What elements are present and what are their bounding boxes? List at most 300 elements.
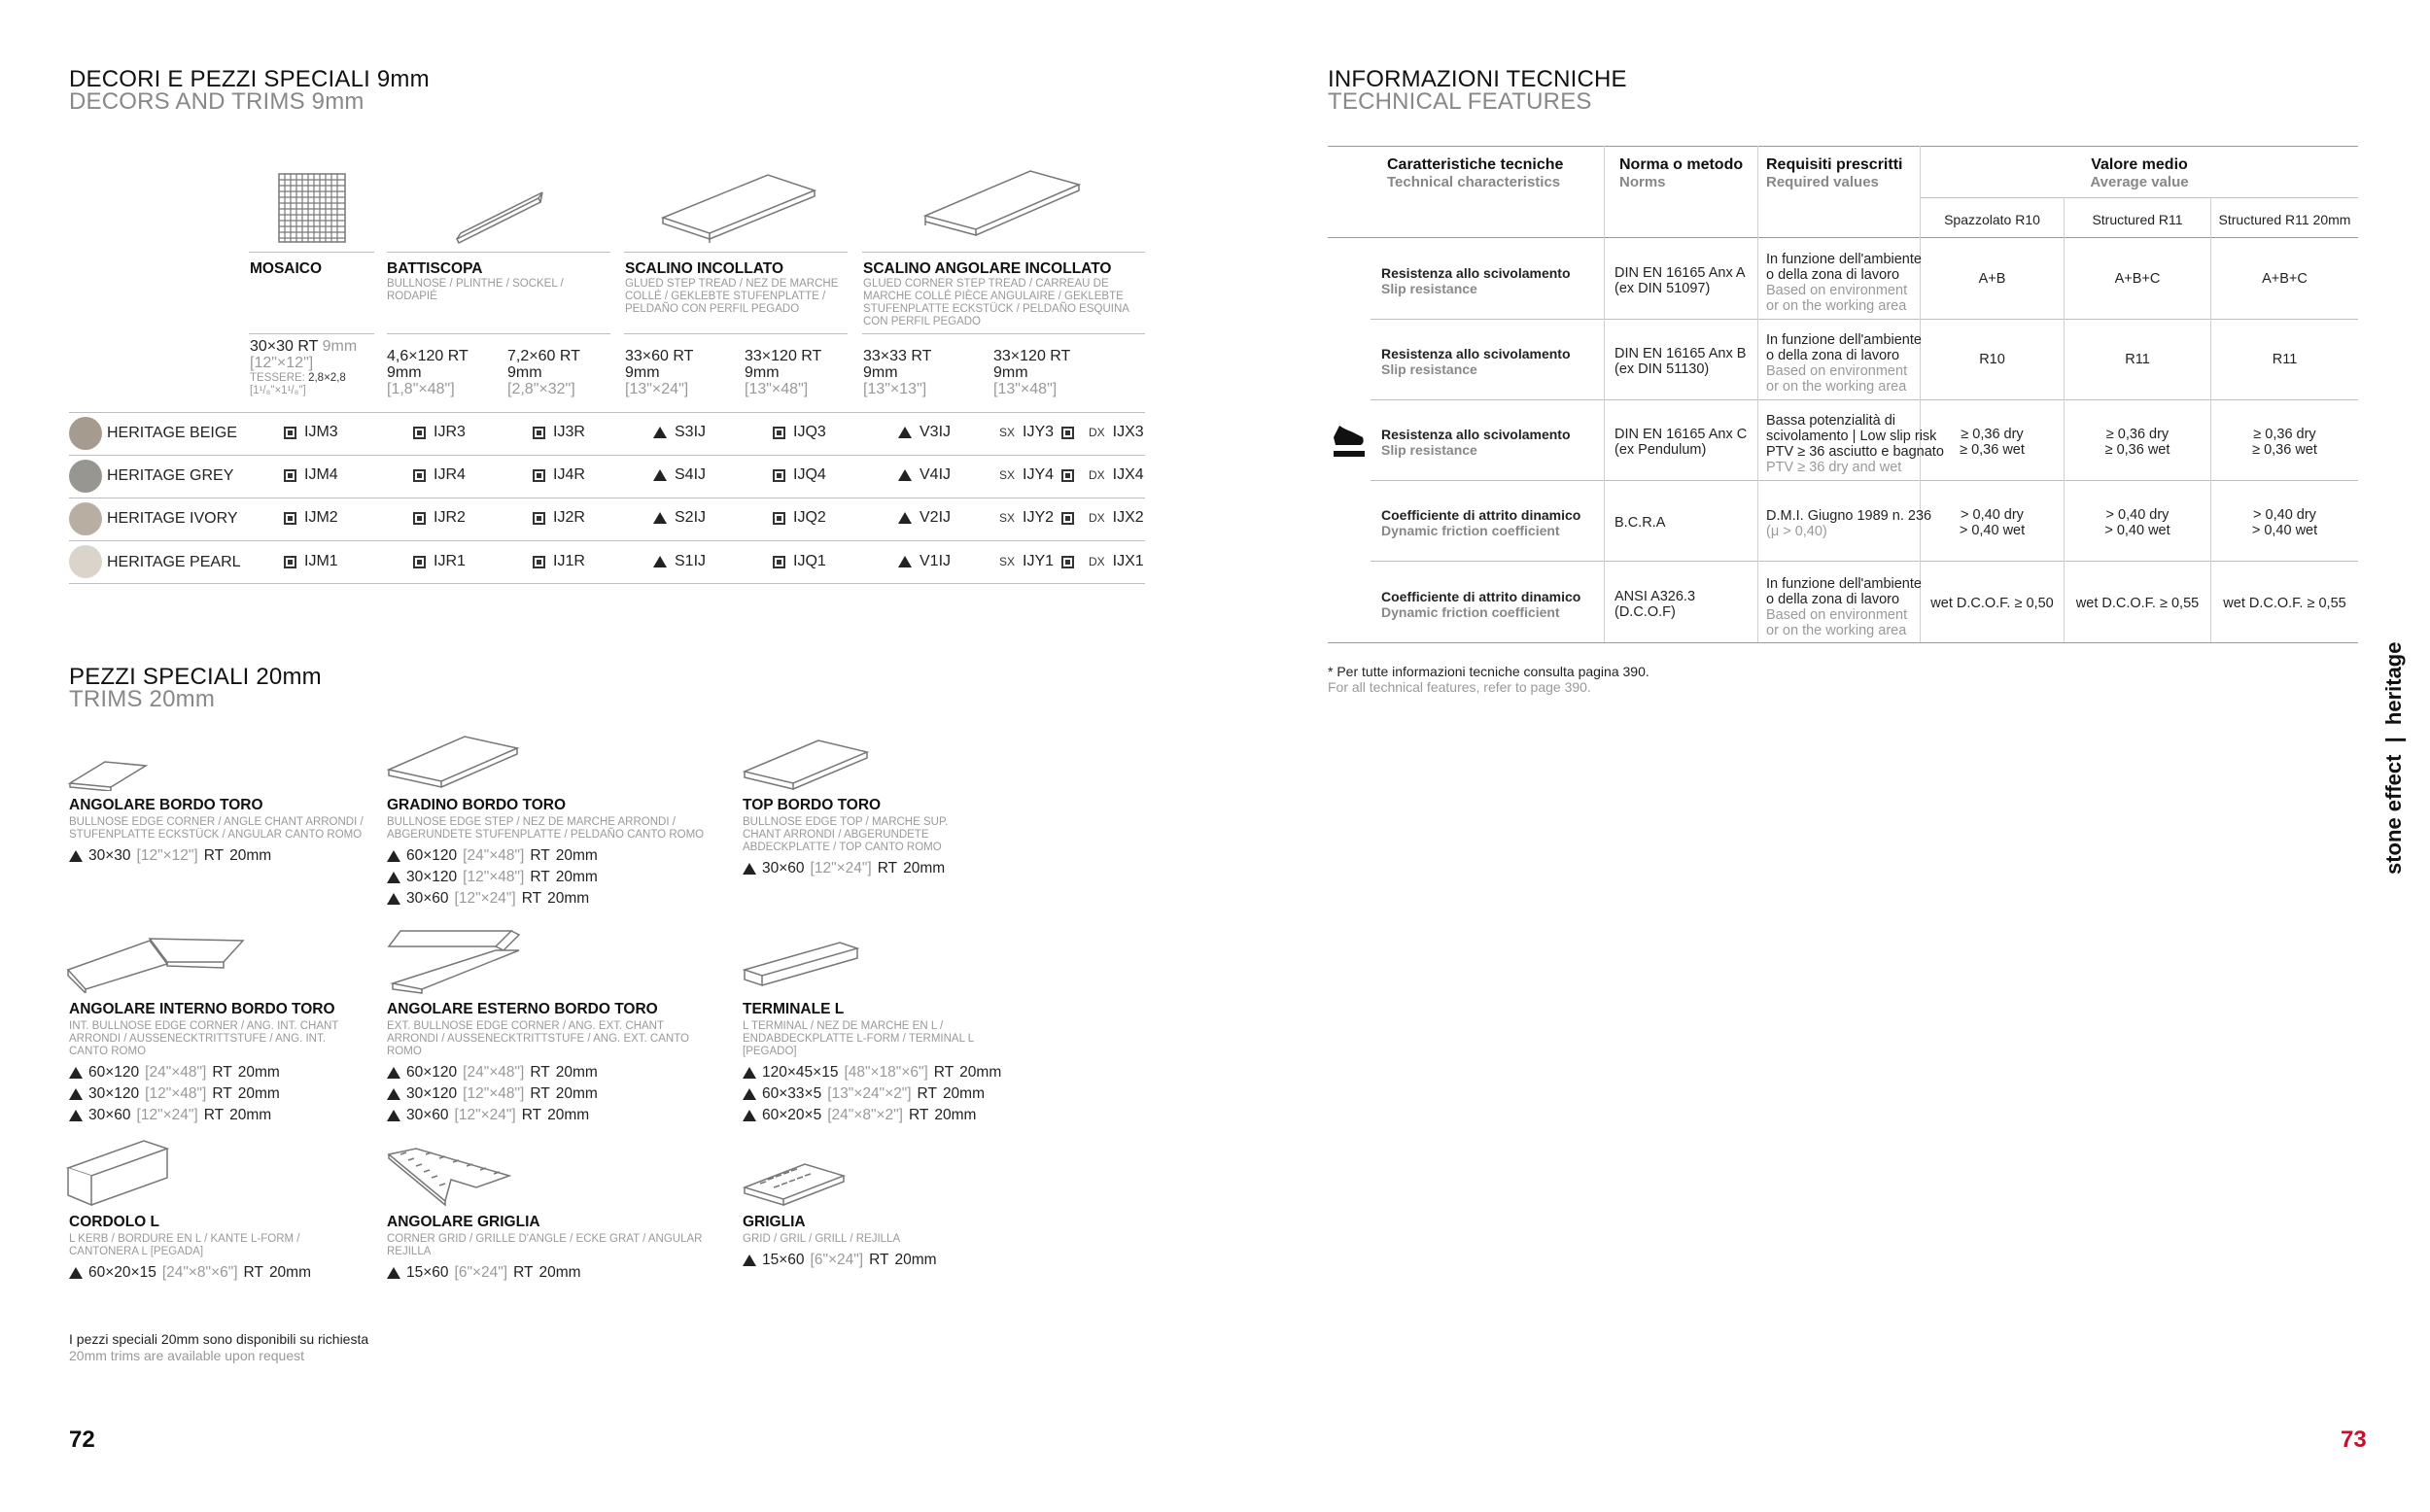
angolare-esterno-illustration — [387, 929, 521, 995]
square-icon — [533, 469, 545, 482]
side-label — [2381, 622, 2411, 875]
req-line: or on the working area — [1766, 623, 1907, 638]
dx-label: DX — [1089, 426, 1105, 439]
req-line: In funzione dell'ambiente — [1766, 252, 1922, 267]
size-inch: [48"×18"×6"] — [844, 1064, 928, 1081]
trim-name: GRIGLIA — [743, 1214, 806, 1230]
gradino-bordo-toro-illustration — [387, 735, 519, 791]
square-icon — [413, 556, 426, 568]
row-value-1 — [1921, 352, 2064, 367]
size-dim: 30×60 — [406, 1107, 449, 1123]
size-main: 33×120 RT — [993, 348, 1071, 364]
angolare-griglia-illustration — [387, 1147, 511, 1207]
note-it: I pezzi speciali 20mm sono disponibili su richiesta — [69, 1331, 369, 1347]
req-line: o della zona di lavoro — [1766, 592, 1900, 607]
square-icon — [1061, 427, 1074, 439]
tech-row-5 — [1381, 589, 1600, 620]
trim-size — [743, 858, 986, 879]
trim-size — [69, 1062, 361, 1083]
header-it: Norma o metodo — [1619, 156, 1744, 173]
square-icon — [413, 469, 426, 482]
value-line: ≥ 0,36 wet — [1960, 442, 2025, 458]
size-thickness: 20mm — [229, 847, 272, 864]
code: IJQ3 — [793, 424, 826, 440]
trim-desc: L KERB / BORDURE EN L / KANTE L-FORM / CANTONERA L [PEGADA] — [69, 1233, 300, 1257]
sx-label: SX — [999, 426, 1016, 439]
triangle-icon — [898, 512, 912, 524]
norm-line1: DIN EN 16165 Anx C — [1614, 427, 1748, 442]
value-line: R11 — [2272, 352, 2298, 367]
size-dim: 30×30 — [88, 847, 131, 864]
trim-angolare-interno — [69, 1001, 361, 1126]
square-icon — [413, 512, 426, 525]
size-thickness: 20mm — [237, 1064, 280, 1081]
size-rt: RT — [933, 1064, 955, 1081]
size-rt: RT — [513, 1264, 534, 1281]
code-cell — [773, 466, 826, 484]
group-battiscopa — [387, 260, 581, 303]
page-number-left: 72 — [69, 1426, 95, 1453]
sx-label: SX — [999, 468, 1016, 482]
size-rt: RT — [521, 1107, 542, 1123]
size-scalino-1 — [625, 348, 693, 397]
row-value-1 — [1921, 507, 2064, 538]
triangle-icon — [653, 427, 667, 438]
trim-angolare-esterno — [387, 1001, 698, 1126]
square-icon — [773, 512, 785, 525]
req-line: PTV ≥ 36 asciutto e bagnato — [1766, 444, 1944, 460]
code: IJY1 — [1023, 553, 1055, 569]
value-line: A+B+C — [2114, 271, 2161, 287]
req-line: (μ > 0,40) — [1766, 524, 1827, 539]
swatch-beige — [69, 417, 102, 450]
trim-size — [69, 1083, 361, 1105]
triangle-icon — [743, 1067, 756, 1079]
value-line: > 0,40 dry — [2105, 507, 2170, 523]
value-line: R10 — [1979, 352, 2005, 367]
size-thickness: 20mm — [555, 847, 598, 864]
size-dim: 60×120 — [406, 847, 458, 864]
norm-line2: (D.C.O.F) — [1614, 604, 1676, 620]
size-inch: [24"×8"×6"] — [161, 1264, 238, 1281]
size-rt: RT — [917, 1085, 937, 1102]
row-char-en: Slip resistance — [1381, 442, 1477, 458]
size-thickness: 9mm — [993, 364, 1028, 381]
size-dim: 30×120 — [406, 1085, 458, 1102]
row-value-2 — [2065, 271, 2210, 287]
header-en: Norms — [1619, 174, 1666, 190]
trim-desc: BULLNOSE EDGE STEP / NEZ DE MARCHE ARRONDI / ABGERUNDETE STUFENPLATTE / PELDAÑO CANTO ROMO — [387, 816, 705, 841]
size-main: 30×30 RT — [250, 338, 319, 355]
triangle-icon — [898, 427, 912, 438]
code-cell — [999, 466, 1074, 484]
size-rt: RT — [203, 847, 225, 864]
code-cell — [773, 553, 826, 570]
size-rt: RT — [243, 1264, 263, 1281]
size-dim: 15×60 — [762, 1252, 805, 1268]
code: IJY2 — [1023, 509, 1055, 526]
group-desc: BULLNOSE / PLINTHE / SOCKEL / RODAPIÉ — [387, 278, 564, 302]
square-icon — [284, 427, 296, 439]
size-thickness: 20mm — [538, 1264, 581, 1281]
row-char-en: Dynamic friction coefficient — [1381, 604, 1560, 620]
row-value-2 — [2065, 352, 2210, 367]
size-inch: [12"×24"] — [810, 860, 872, 876]
code-cell — [533, 509, 585, 527]
value-line: > 0,40 wet — [2251, 523, 2318, 538]
size-thickness: 20mm — [555, 1064, 598, 1081]
code-cell — [284, 466, 338, 484]
header-en: Required values — [1766, 174, 1879, 190]
code: IJX2 — [1112, 509, 1144, 526]
size-dim: 60×20×15 — [88, 1264, 156, 1281]
norm-line2: (ex DIN 51130) — [1614, 361, 1710, 377]
dx-label: DX — [1089, 555, 1105, 568]
row-req — [1766, 332, 1922, 395]
row-value-3 — [2211, 596, 2358, 611]
req-line: In funzione dell'ambiente — [1766, 332, 1922, 348]
req-line: or on the working area — [1766, 298, 1907, 314]
col-header-2: Structured R11 — [2092, 212, 2183, 227]
trim-size — [743, 1105, 1024, 1126]
row-value-3 — [2211, 271, 2358, 287]
row-char-it: Coefficiente di attrito dinamico — [1381, 589, 1581, 604]
header-en: Technical characteristics — [1387, 174, 1561, 190]
tech-row-4 — [1381, 507, 1600, 538]
dx-label: DX — [1089, 468, 1105, 482]
row-name: HERITAGE GREY — [107, 467, 234, 484]
size-inch: [12"×24"] — [454, 1107, 516, 1123]
code: IJQ2 — [793, 509, 826, 526]
page-number-right: 73 — [2341, 1426, 2367, 1453]
size-inch: [24"×8"×2"] — [827, 1107, 903, 1123]
group-title: BATTISCOPA — [387, 260, 483, 277]
trim-size — [743, 1083, 1024, 1105]
trim-size — [69, 1105, 361, 1126]
triangle-icon — [387, 1267, 400, 1279]
trim-size — [387, 867, 717, 888]
section2-subtitle: TRIMS 20mm — [69, 686, 216, 712]
code-cell — [284, 424, 338, 441]
trim-name: TERMINALE L — [743, 1001, 845, 1017]
trim-size — [69, 1262, 341, 1284]
size-main: 33×120 RT — [745, 348, 822, 364]
row-value-3 — [2211, 507, 2358, 538]
sx-label: SX — [999, 555, 1016, 568]
header-average — [1921, 156, 2358, 190]
value-line: A+B+C — [2262, 271, 2308, 287]
griglia-illustration — [743, 1162, 846, 1207]
col-header-3: Structured R11 20mm — [2218, 212, 2351, 227]
code: IJ1R — [553, 553, 585, 569]
req-line: scivolamento | Low slip risk — [1766, 429, 1937, 444]
trim-desc: CORNER GRID / GRILLE D'ANGLE / ECKE GRAT / ANGULAR REJILLA — [387, 1233, 703, 1257]
trim-name: CORDOLO L — [69, 1214, 159, 1230]
triangle-icon — [387, 872, 400, 883]
triangle-icon — [743, 1254, 756, 1266]
tech-row-3 — [1381, 427, 1600, 458]
triangle-icon — [69, 850, 83, 862]
triangle-icon — [653, 469, 667, 481]
value-line: ≥ 0,36 dry — [1961, 427, 2024, 442]
code: IJ4R — [553, 466, 585, 483]
dx-label: DX — [1089, 511, 1105, 525]
swatch-ivory — [69, 502, 102, 535]
size-rt: RT — [869, 1252, 889, 1268]
trim-size — [69, 845, 399, 867]
code-cell — [999, 424, 1074, 441]
group-title: MOSAICO — [250, 260, 323, 277]
trim-size — [387, 888, 717, 910]
size-thickness: 20mm — [903, 860, 946, 876]
code: IJM3 — [304, 424, 338, 440]
row-char-en: Slip resistance — [1381, 361, 1477, 377]
norm-line2: (ex DIN 51097) — [1614, 281, 1711, 296]
tech-subtitle: TECHNICAL FEATURES — [1328, 88, 1592, 115]
size-inch: [13"×24"] — [625, 381, 689, 397]
code: V2IJ — [920, 509, 952, 526]
value-line: ≥ 0,36 dry — [2105, 427, 2170, 442]
group-desc: GLUED STEP TREAD / NEZ DE MARCHE COLLÉ / GEKLEBTE STUFENPLATTE / PELDAÑO CON PERFIL PEGADO — [625, 278, 839, 315]
trim-griglia — [743, 1214, 1015, 1271]
value-line: ≥ 0,36 dry — [2253, 427, 2316, 442]
swatch-grey — [69, 460, 102, 493]
size-rt: RT — [908, 1107, 929, 1123]
norm-line1: ANSI A326.3 — [1614, 589, 1696, 604]
row-value-1 — [1921, 427, 2064, 458]
size-rt: RT — [530, 847, 550, 864]
size-main: 7,2×60 RT — [507, 348, 580, 364]
code-cell — [898, 509, 951, 527]
square-icon — [284, 469, 296, 482]
size-thickness: 20mm — [547, 890, 590, 907]
size-inch: [1,8"×48"] — [387, 381, 455, 397]
code-cell — [1089, 424, 1144, 441]
square-icon — [533, 512, 545, 525]
size-main: 33×60 RT — [625, 348, 694, 364]
size-rt: RT — [877, 860, 898, 876]
trim-name: ANGOLARE BORDO TORO — [69, 797, 263, 813]
code: IJR2 — [434, 509, 466, 526]
code: S4IJ — [675, 466, 707, 483]
trim-size — [387, 1105, 698, 1126]
trim-size — [387, 1262, 708, 1284]
row-norm — [1614, 515, 1665, 531]
code: IJR1 — [434, 553, 466, 569]
req-line: o della zona di lavoro — [1766, 267, 1900, 283]
mosaic-illustration — [278, 173, 346, 243]
triangle-icon — [387, 893, 400, 905]
size-thickness: 9mm — [863, 364, 898, 381]
battiscopa-illustration — [455, 190, 544, 245]
code: IJR4 — [434, 466, 466, 483]
trim-desc: INT. BULLNOSE EDGE CORNER / ANG. INT. CHANT ARRONDI / AUSSENECKTRITTSTUFE / ANG. INT. CANTO ROMO — [69, 1020, 339, 1057]
row-char-it: Resistenza allo scivolamento — [1381, 265, 1571, 281]
header-characteristics — [1387, 156, 1563, 190]
group-desc: GLUED CORNER STEP TREAD / CARREAU DE MARCHE COLLÉ PIÈCE ANGULAIRE / GEKLEBTE STUFENPLATTE ECKSTÜCK / PELDAÑO ESQUINA CON PERFIL PEGADO — [863, 278, 1129, 327]
header-en: Average value — [2090, 174, 2189, 190]
req-line: PTV ≥ 36 dry and wet — [1766, 460, 1902, 475]
square-icon — [773, 469, 785, 482]
trim-name: ANGOLARE INTERNO BORDO TORO — [69, 1001, 335, 1017]
size-dim: 30×60 — [88, 1107, 131, 1123]
code-cell — [284, 509, 338, 527]
value-line: A+B — [1978, 271, 2006, 287]
size-inch: [12"×24"] — [136, 1107, 198, 1123]
req-line: Based on environment — [1766, 363, 1908, 379]
header-it: Valore medio — [2091, 156, 2188, 173]
square-icon — [284, 512, 296, 525]
size-scalino-angolare-2 — [993, 348, 1070, 397]
code-cell — [653, 466, 706, 484]
tessere-label: TESSERE: — [250, 372, 305, 384]
code-cell — [1089, 466, 1144, 484]
row-norm — [1614, 427, 1747, 458]
code: S2IJ — [675, 509, 707, 526]
code-cell — [413, 553, 466, 570]
code-cell — [773, 509, 826, 527]
group-mosaico — [250, 260, 371, 278]
header-it: Caratteristiche tecniche — [1387, 156, 1564, 173]
code: V3IJ — [920, 424, 952, 440]
size-thickness: 20mm — [934, 1107, 977, 1123]
trim-terminale-l — [743, 1001, 1024, 1126]
swatch-pearl — [69, 545, 102, 578]
square-icon — [1061, 556, 1074, 568]
code-cell — [653, 553, 706, 570]
triangle-icon — [69, 1067, 83, 1079]
code-cell — [413, 466, 466, 484]
value-line: > 0,40 wet — [1959, 523, 2026, 538]
row-name: HERITAGE BEIGE — [107, 425, 237, 441]
tech-title: INFORMAZIONI TECNICHE — [1328, 66, 1627, 92]
trim-cordolo-l — [69, 1214, 341, 1284]
size-inch: [24"×48"] — [463, 1064, 525, 1081]
size-mosaico — [250, 338, 357, 397]
code: IJM4 — [304, 466, 338, 483]
code: IJM2 — [304, 509, 338, 526]
code-cell — [533, 424, 585, 441]
size-rt: RT — [521, 890, 542, 907]
trim-angolare-griglia — [387, 1214, 708, 1284]
scalino-illustration — [661, 171, 816, 245]
code-cell — [898, 424, 951, 441]
angolare-interno-illustration — [66, 935, 245, 993]
size-battiscopa-2 — [507, 348, 580, 397]
square-icon — [533, 556, 545, 568]
size-scalino-angolare-1 — [863, 348, 931, 397]
square-icon — [413, 427, 426, 439]
section1-subtitle: DECORS AND TRIMS 9mm — [69, 88, 364, 115]
code: S1IJ — [675, 553, 707, 569]
code: V1IJ — [920, 553, 952, 569]
size-thickness: 20mm — [547, 1107, 590, 1123]
size-dim: 60×120 — [406, 1064, 458, 1081]
square-icon — [1061, 512, 1074, 525]
code-cell — [653, 509, 706, 527]
code-cell — [773, 424, 826, 441]
code-cell — [413, 509, 466, 527]
size-inch: [6"×24"] — [454, 1264, 508, 1281]
top-bordo-toro-illustration — [743, 739, 869, 791]
trim-size — [743, 1250, 1015, 1271]
size-scalino-2 — [745, 348, 821, 397]
size-inch: [13"×48"] — [993, 381, 1058, 397]
triangle-icon — [653, 512, 667, 524]
code: IJX1 — [1112, 553, 1144, 569]
triangle-icon — [387, 1110, 400, 1121]
value-line: > 0,40 dry — [1961, 507, 2024, 523]
size-thickness: 20mm — [555, 1085, 598, 1102]
req-line: Based on environment — [1766, 607, 1908, 623]
size-dim: 120×45×15 — [762, 1064, 839, 1081]
size-dim: 60×120 — [88, 1064, 140, 1081]
row-value-3 — [2211, 352, 2358, 367]
code-cell — [653, 424, 706, 441]
code-cell — [999, 553, 1074, 570]
size-thickness: 20mm — [942, 1085, 986, 1102]
col-header-1: Spazzolato R10 — [1944, 212, 2040, 227]
value-line: ≥ 0,36 wet — [2104, 442, 2170, 458]
size-thickness: 9mm — [625, 364, 660, 381]
sx-label: SX — [999, 511, 1016, 525]
size-dim: 30×60 — [762, 860, 805, 876]
code: IJQ4 — [793, 466, 826, 483]
norm-line2: (ex Pendulum) — [1614, 442, 1707, 458]
code: S3IJ — [675, 424, 707, 440]
row-req — [1766, 508, 1931, 539]
size-main: 33×33 RT — [863, 348, 932, 364]
code: IJY3 — [1023, 424, 1055, 440]
size-inch: [12"×48"] — [145, 1085, 207, 1102]
tessere-size: 2,8×2,8 — [308, 372, 346, 384]
req-line: or on the working area — [1766, 379, 1907, 395]
row-name: HERITAGE IVORY — [107, 510, 238, 527]
value-line: > 0,40 dry — [2253, 507, 2316, 523]
header-it: Requisiti prescritti — [1766, 156, 1903, 173]
size-thickness: 9mm — [387, 364, 422, 381]
code: IJY4 — [1023, 466, 1055, 483]
triangle-icon — [653, 556, 667, 567]
code-cell — [533, 466, 585, 484]
shoe-slip-icon — [1332, 424, 1367, 459]
footnote-en: For all technical features, refer to page 390. — [1328, 679, 1591, 695]
tech-row-2 — [1381, 346, 1600, 377]
code-cell — [1089, 509, 1144, 527]
row-char-it: Resistenza allo scivolamento — [1381, 346, 1571, 361]
req-line: D.M.I. Giugno 1989 n. 236 — [1766, 508, 1932, 524]
size-dim: 60×20×5 — [762, 1107, 822, 1123]
section2-title: PEZZI SPECIALI 20mm — [69, 664, 322, 690]
tessere-inch: [1¹/₈"×1¹/₈"] — [250, 385, 306, 396]
size-rt: RT — [530, 869, 550, 885]
square-icon — [284, 556, 296, 568]
row-norm — [1614, 265, 1746, 296]
footnote-it: * Per tutte informazioni tecniche consulta pagina 390. — [1328, 664, 1649, 679]
side-label-sep: | — [2381, 737, 2406, 743]
code: IJR3 — [434, 424, 466, 440]
size-thickness: 20mm — [229, 1107, 272, 1123]
size-rt: RT — [530, 1085, 550, 1102]
size-inch: [12"×12"] — [250, 355, 314, 371]
size-rt: RT — [530, 1064, 550, 1081]
row-value-1 — [1921, 271, 2064, 287]
row-value-2 — [2065, 427, 2210, 458]
row-value-2 — [2065, 596, 2210, 611]
size-thickness: 9mm — [745, 364, 780, 381]
size-rt: RT — [212, 1085, 232, 1102]
row-value-1 — [1921, 596, 2064, 611]
